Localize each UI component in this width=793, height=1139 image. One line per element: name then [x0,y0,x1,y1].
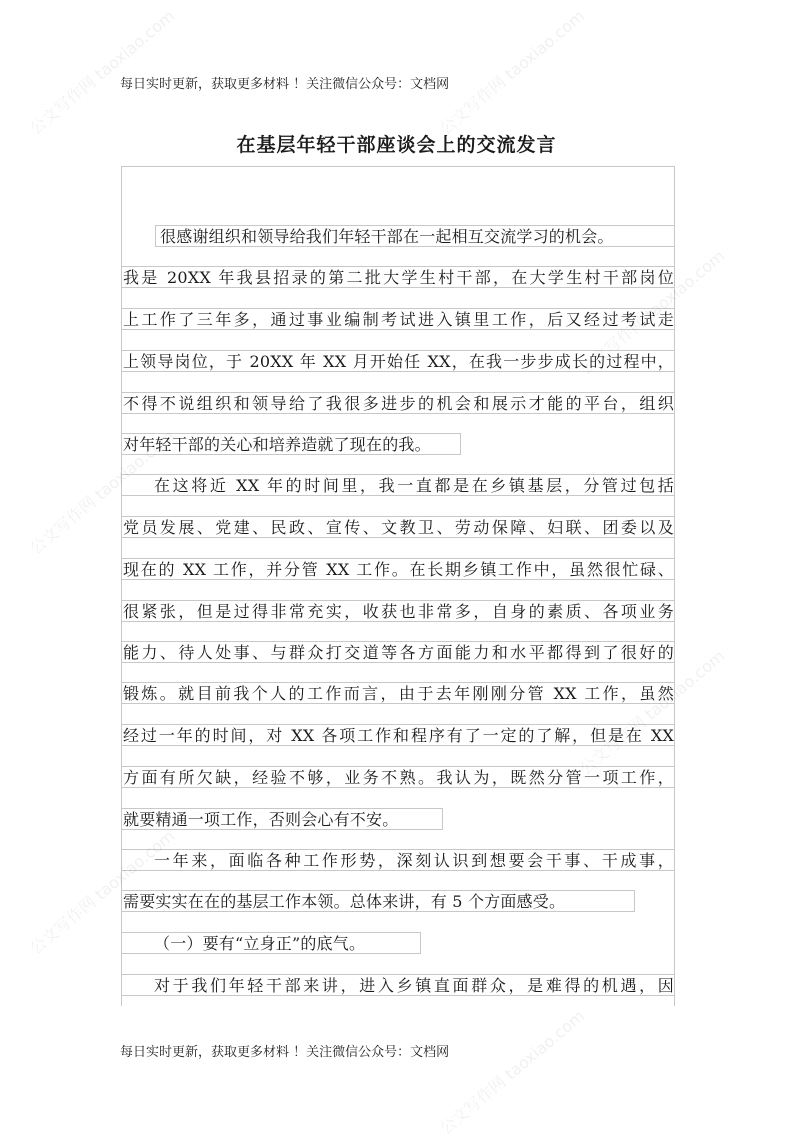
body-line: 我是 20XX 年我县招录的第二批大学生村干部，在大学生村干部岗位 [123,268,674,287]
body-line: 上工作了三年多，通过事业编制考试进入镇里工作，后又经过考试走 [123,310,674,329]
body-line: 很感谢组织和领导给我们年轻干部在一起相互交流学习的机会。 [155,225,675,247]
watermark-text: 公文写作网 taoxiao.com [575,246,729,379]
body-line: 很紧张，但是过得非常充实，收获也非常多，自身的素质、各项业务 [123,602,674,621]
body-line: 锻炼。就目前我个人的工作而言，由于去年刚刚分管 XX 工作，虽然 [123,684,674,703]
footer-note: 每日实时更新，获取更多材料 ！关注微信公众号：文档网 [120,1045,450,1060]
watermark-text: 公文写作网 taoxiao.com [435,1006,589,1139]
body-line: 不得不说组织和领导给了我很多进步的机会和展示才能的平台，组织 [123,394,674,413]
document-title: 在基层年轻干部座谈会上的交流发言 [236,134,557,156]
body-line: 一年来，面临各种工作形势，深刻认识到想要会干事、干成事， [121,849,675,871]
body-line: 需要实实在在的基层工作本领。总体来讲，有 5 个方面感受。 [121,890,635,912]
body-line: 对于我们年轻干部来讲，进入乡镇直面群众，是难得的机遇，因 [121,974,675,996]
header-note: 每日实时更新，获取更多材料 ！关注微信公众号：文档网 [120,77,450,92]
body-line: （一）要有“立身正”的底气。 [121,932,421,954]
watermark-text: 公文写作网 taoxiao.com [575,646,729,779]
body-line: 就要精通一项工作，否则会心有不安。 [121,808,443,830]
watermark-text: 公文写作网 taoxiao.com [25,426,179,559]
body-line: 经过一年的时间，对 XX 各项工作和程序有了一定的了解，但是在 XX [123,726,674,745]
body-line: 能力、待人处事、与群众打交道等各方面能力和水平都得到了很好的 [123,643,674,662]
watermark-text: 公文写作网 taoxiao.com [435,6,589,139]
body-line: 现在的 XX 工作，并分管 XX 工作。在长期乡镇工作中，虽然很忙碌、 [123,560,674,579]
body-line: 对年轻干部的关心和培养造就了现在的我。 [121,433,461,455]
text-frame [121,166,675,1006]
watermark-text: 公文写作网 taoxiao.com [25,826,179,959]
body-line: 方面有所欠缺，经验不够，业务不熟。我认为，既然分管一项工作， [123,768,674,787]
watermark-text: 公文写作网 taoxiao.com [25,6,179,139]
body-line: 党员发展、党建、民政、宣传、文教卫、劳动保障、妇联、团委以及 [123,518,674,537]
body-line: 在这将近 XX 年的时间里，我一直都是在乡镇基层，分管过包括 [121,474,675,496]
body-line: 上领导岗位，于 20XX 年 XX 月开始任 XX，在我一步步成长的过程中， [123,352,674,371]
